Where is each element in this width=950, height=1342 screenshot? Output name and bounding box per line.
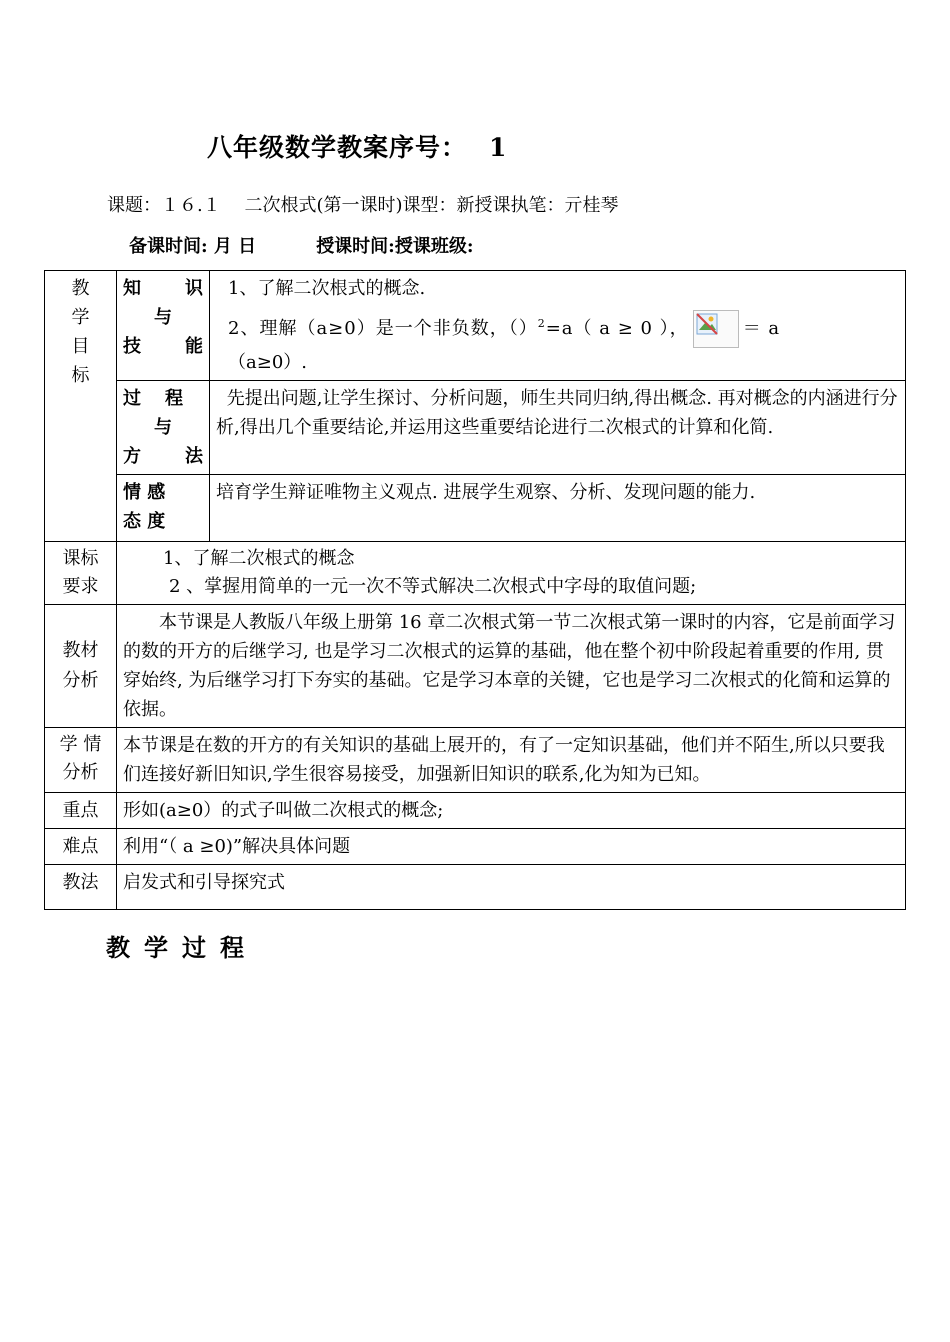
objectives-label <box>45 271 117 542</box>
process-content: 先提出问题,让学生探讨、分析问题，师生共同归纳,得出概念. 再对概念的内涵进行分析,得出几个重要结论,并运用这些重要结论进行二次根式的计算和化简. <box>210 381 906 475</box>
prep-time: 备课时间: 月 日 <box>129 236 257 257</box>
learner-content: 本节课是在数的开方的有关知识的基础上展开的，有了一定知识基础，他们并不陌生,所以只要我们连接好新旧知识,学生很容易接受，加强新旧知识的联系,化为知为已知。 <box>117 728 906 793</box>
key-point-content: 形如(a≥0）的式子叫做二次根式的概念; <box>117 793 906 829</box>
method-content: 启发式和引导探究式 <box>117 865 906 910</box>
page-title <box>207 128 507 164</box>
key-point-label: 重点 <box>45 793 117 829</box>
method-label: 教法 <box>45 865 117 910</box>
objectives-label-1: 教 <box>71 278 90 299</box>
standard-content <box>117 542 906 605</box>
learner-row <box>45 728 906 793</box>
objectives-label-3: 目 <box>71 336 90 357</box>
objectives-label-2: 学 <box>71 307 90 328</box>
emotion-label: 情 感 态 度 <box>117 475 210 542</box>
knowledge-content <box>210 271 906 381</box>
title-text: 八年级数学教案序号： <box>207 133 468 162</box>
course-line: 课题：１６.１ 二次根式(第一课时)课型：新授课执笔：亓桂琴 <box>107 195 619 216</box>
difficulty-row <box>45 829 906 865</box>
knowledge-line-1: 1、了解二次根式的概念. <box>228 278 426 299</box>
teach-info: 授课时间:授课班级: <box>316 236 474 257</box>
standard-row <box>45 542 906 605</box>
serial-number: 1 <box>489 133 508 162</box>
method-row <box>45 865 906 910</box>
knowledge-line-3: （a≥0）. <box>228 352 307 373</box>
process-label: 过 程 与 方 法 <box>117 381 210 475</box>
material-content: 本节课是人教版八年级上册第 16 章二次根式第一节二次根式第一课时的内容，它是前面学习的数的开方的后继学习, 也是学习二次根式的运算的基础，他在整个初中阶段起着重要的作用, 贯穿始终, 为后继学习打下夯实的基础。它是学习本章的关键，它也是学习二次根式的化简和运算的依据。 <box>117 605 906 728</box>
standard-line-2: 2 、掌握用简单的一元一次不等式解决二次根式中字母的取值问题; <box>169 576 697 597</box>
objectives-emotion-row <box>45 475 906 542</box>
schedule-line <box>129 232 473 258</box>
lesson-plan-table <box>44 270 906 910</box>
standard-line-1: 1、了解二次根式的概念 <box>163 548 355 569</box>
standard-label: 课标 要求 <box>45 542 117 605</box>
key-point-row <box>45 793 906 829</box>
objectives-label-4: 标 <box>71 365 90 386</box>
process-heading: 教学过程 <box>106 933 258 962</box>
objectives-process-row <box>45 381 906 475</box>
knowledge-line-2: 2、理解（a≥0）是一个非负数，（）$^2$=a（ a ≥ 0 ）， ＝ a <box>224 309 899 348</box>
difficulty-label: 难点 <box>45 829 117 865</box>
material-row <box>45 605 906 728</box>
difficulty-content: 利用“（ a ≥0)”解决具体问题 <box>117 829 906 865</box>
emotion-content: 培育学生辩证唯物主义观点. 进展学生观察、分析、发现问题的能力. <box>210 475 906 542</box>
knowledge-label: 知 识 与 技 能 <box>117 271 210 381</box>
objectives-knowledge-row <box>45 271 906 381</box>
broken-image-icon <box>693 310 739 348</box>
learner-label: 学 情 分析 <box>45 728 117 793</box>
material-label: 教材 分析 <box>45 605 117 728</box>
